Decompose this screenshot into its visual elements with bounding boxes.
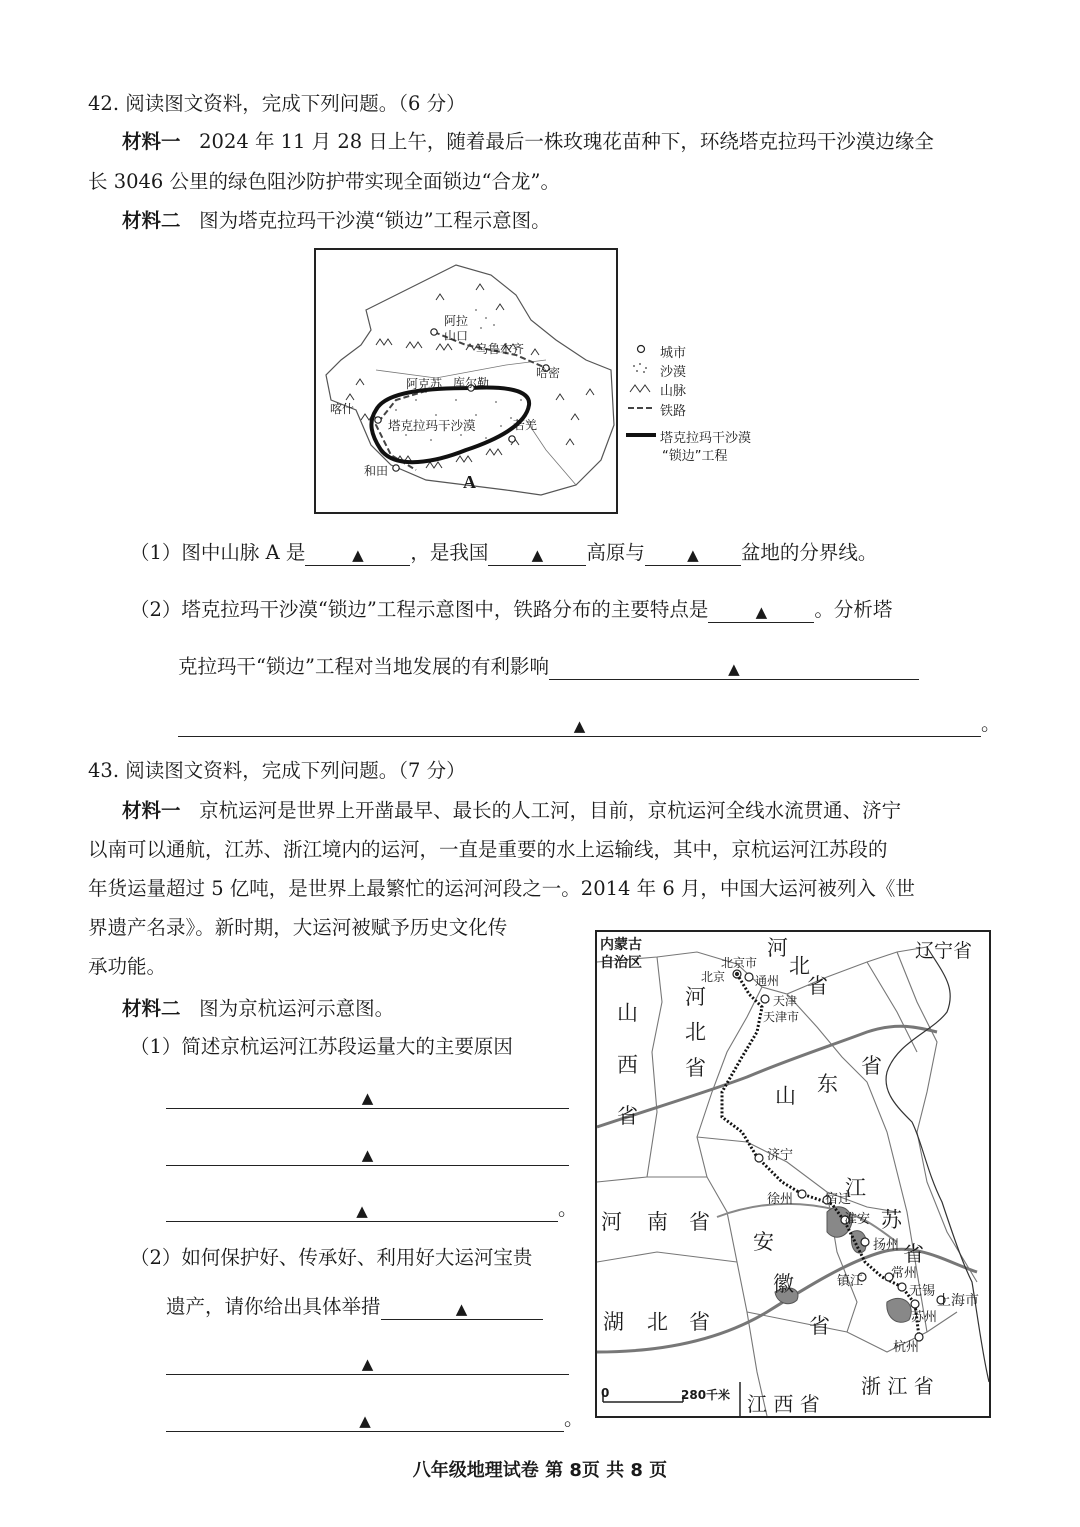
label-shanxi-3: 省 (617, 1104, 638, 1128)
q42-q1-blank-plateau[interactable] (488, 541, 586, 566)
label-hebei-top-1: 河 (767, 936, 788, 960)
q42-material2-text: 图为塔克拉玛干沙漠“锁边”工程示意图。 (199, 209, 551, 232)
q42-q1-blank-mountain[interactable] (305, 541, 410, 566)
label-hotan: 和田 (364, 464, 389, 478)
q43-material1-line2: 以南可以通航，江苏、浙江境内的运河，一直是重要的水上运输线，其中，京杭运河江苏段的 (88, 838, 888, 861)
q43-q1-answer-line1 (166, 1083, 569, 1109)
label-suqian: 宿迁 (825, 1192, 852, 1207)
label-changzhou: 常州 (891, 1266, 918, 1281)
label-shanxi-2: 西 (617, 1053, 638, 1077)
q43-material1-line4: 界遗产名录》。新时期，大运河被赋予历史文化传 (88, 916, 508, 939)
label-hebei-1: 河 (685, 985, 706, 1009)
q43-material1-line3: 年货运量超过 5 亿吨，是世界上最繁忙的运河河段之一。2014 年 6 月，中国大运河被列入《世 (88, 877, 915, 900)
q42-material2-line (122, 208, 551, 234)
label-suzhou: 苏州 (911, 1310, 938, 1325)
q42-q2-blank-railway[interactable] (708, 598, 814, 623)
q43-material2-line (122, 996, 394, 1022)
grand-canal-line (722, 974, 919, 1337)
label-tongzhou: 通州 (755, 974, 780, 988)
label-jiangsu-3: 省 (903, 1242, 924, 1266)
q43-question1: （1）简述京杭运河江苏段运量大的主要原因 (130, 1035, 513, 1058)
legend-city: 城市 (660, 346, 687, 361)
q42-material1-line2: 长 3046 公里的绿色阻沙防护带实现全面锁边“合龙”。 (88, 170, 560, 193)
label-alashankou-2: 山口 (444, 329, 469, 343)
blank-marker: ▲ (361, 1355, 374, 1373)
q42-q1-prefix: （1）图中山脉 A 是 (130, 541, 306, 564)
blank-marker: ▲ (359, 1412, 371, 1430)
blank-marker: ▲ (455, 1300, 468, 1318)
q43-question2-line1: （2）如何保护好、传承好、利用好大运河宝贵 (130, 1246, 533, 1269)
label-zhejiang: 浙 江 省 (861, 1374, 934, 1398)
label-jiangxi: 江 西 省 (747, 1392, 820, 1416)
q42-material1-text: 2024 年 11 月 28 日上午，随着最后一株玫瑰花苗种下，环绕塔克拉玛干沙漠边缘全 (199, 130, 934, 153)
label-shanghai: 上海市 (937, 1293, 979, 1309)
q42-q2-blank-impact-2[interactable] (178, 712, 981, 737)
label-neimenggu-2: 自治区 (600, 955, 642, 971)
q43-material1-line1 (122, 798, 901, 824)
blank-marker: ▲ (755, 603, 768, 621)
q43-q2-line2-text: 遗产，请你给出具体举措 (166, 1295, 381, 1318)
legend-symbols (624, 340, 658, 440)
q42-q2-suffix: 。分析塔 (814, 598, 893, 621)
q43-q1-blank-1[interactable] (166, 1084, 569, 1109)
q42-question2-line1 (130, 597, 892, 623)
q43-q1-answer-line3 (166, 1196, 578, 1222)
label-liaoning: 辽宁省 (915, 940, 973, 962)
q43-material2-label: 材料二 (122, 997, 181, 1020)
label-anhui-1: 安 (753, 1230, 774, 1254)
q42-q1-mid1: ，是我国 (410, 541, 489, 564)
q43-q1-blank-3[interactable] (166, 1197, 558, 1222)
q43-material1-line5: 承功能。 (88, 955, 167, 978)
blank-marker: ▲ (361, 1146, 374, 1164)
q43-q2-period: 。 (564, 1407, 584, 1430)
q42-question1 (130, 540, 877, 566)
label-hebei-top-2: 北 (789, 954, 810, 978)
label-hami: 哈密 (536, 366, 561, 380)
blank-marker: ▲ (352, 546, 364, 564)
label-jiangsu-1: 江 (845, 1176, 866, 1200)
label-kashgar: 喀什 (330, 402, 355, 416)
taklamakan-map (314, 248, 618, 514)
q42-material1-label: 材料一 (122, 130, 181, 153)
q42-material2-label: 材料二 (122, 209, 181, 232)
label-yangzhou: 扬州 (873, 1238, 900, 1253)
label-wuxi: 无锡 (909, 1284, 936, 1299)
q42-q2-line2-text: 克拉玛干“锁边”工程对当地发展的有利影响 (178, 655, 549, 678)
q43-q2-answer-line3 (166, 1406, 584, 1432)
label-urumqi: 乌鲁木齐 (476, 342, 525, 356)
legend-railway: 铁路 (660, 404, 687, 419)
label-shandong-3: 省 (861, 1054, 882, 1078)
q43-material1-text: 京杭运河是世界上开凿最早、最长的人工河，目前，京杭运河全线水流贯通、济宁 (199, 799, 902, 822)
label-hubei-1: 湖 (603, 1310, 624, 1334)
q43-q2-blank-2[interactable] (166, 1350, 569, 1375)
blank-marker: ▲ (361, 1089, 374, 1107)
q42-question2-line3 (178, 711, 1001, 737)
label-shandong-2: 东 (817, 1072, 838, 1096)
label-huaian: 淮安 (844, 1212, 871, 1227)
label-hebei-2: 北 (685, 1020, 706, 1044)
q43-material2-text: 图为京杭运河示意图。 (199, 997, 395, 1020)
label-beijing: 北京 (701, 970, 726, 984)
label-jining: 济宁 (767, 1148, 794, 1163)
label-tianjin: 天津 (773, 994, 798, 1008)
label-beijing-city: 北京市 (721, 956, 758, 970)
q43-question2-line2 (166, 1294, 543, 1320)
q43-q1-blank-2[interactable] (166, 1141, 569, 1166)
q42-material1-line1 (122, 129, 934, 155)
q43-q2-blank-3[interactable] (166, 1407, 564, 1432)
legend-mountain: 山脉 (660, 384, 687, 399)
legend-project-line2: “锁边”工程 (662, 449, 728, 464)
label-anhui-2: 徽 (773, 1272, 794, 1296)
page-footer: 八年级地理试卷 第 8页 共 8 页 (412, 1460, 668, 1481)
q43-material1-label: 材料一 (122, 799, 181, 822)
label-scale-zero: 0 (601, 1386, 610, 1400)
label-henan-3: 省 (689, 1210, 710, 1234)
q42-q2-end: 。 (981, 712, 1001, 735)
label-henan-2: 南 (647, 1210, 668, 1234)
label-henan-1: 河 (601, 1210, 622, 1234)
legend-desert: 沙漠 (660, 365, 687, 380)
q43-q1-period: 。 (558, 1197, 578, 1220)
label-shandong-1: 山 (775, 1084, 796, 1108)
q42-q1-suffix: 盆地的分界线。 (740, 541, 878, 564)
label-taklamakan-desert: 塔克拉玛干沙漠 (388, 418, 476, 433)
label-aksu: 阿克苏 (406, 377, 443, 391)
label-scale-km: 280千米 (681, 1388, 731, 1402)
q43-q2-answer-line2 (166, 1349, 569, 1375)
q43-q2-blank-1[interactable] (381, 1295, 543, 1320)
grand-canal-map (595, 930, 991, 1418)
label-hubei-3: 省 (689, 1310, 710, 1334)
blank-marker: ▲ (687, 546, 699, 564)
label-hebei-3: 省 (685, 1056, 706, 1080)
q43-q1-answer-line2 (166, 1140, 569, 1166)
blank-marker: ▲ (573, 717, 586, 735)
label-ruoqiang: 若羌 (513, 418, 538, 432)
label-hangzhou: 杭州 (893, 1340, 920, 1355)
label-tianjin-city: 天津市 (763, 1010, 800, 1024)
label-anhui-3: 省 (809, 1314, 830, 1338)
q42-q1-mid2: 高原与 (586, 541, 645, 564)
label-korla: 库尔勒 (453, 376, 490, 390)
label-xuzhou: 徐州 (767, 1192, 794, 1207)
legend-project-line1: 塔克拉玛干沙漠 (660, 431, 752, 446)
blank-marker: ▲ (356, 1202, 368, 1220)
q42-q2-blank-impact-1[interactable] (549, 655, 919, 680)
label-zhenjiang: 镇江 (837, 1274, 864, 1289)
q42-question2-line2 (178, 654, 919, 680)
label-alashankou-1: 阿拉 (444, 314, 469, 328)
label-hubei-2: 北 (647, 1310, 668, 1334)
label-neimenggu-1: 内蒙古 (600, 937, 642, 953)
q43-header: 43. 阅读图文资料，完成下列问题。（7 分） (88, 759, 466, 782)
blank-marker: ▲ (728, 660, 740, 678)
label-shanxi-1: 山 (617, 1001, 638, 1025)
q42-q1-blank-basin[interactable] (645, 541, 741, 566)
q42-q2-prefix: （2）塔克拉玛干沙漠“锁边”工程示意图中，铁路分布的主要特点是 (130, 598, 709, 621)
q42-header: 42. 阅读图文资料，完成下列问题。（6 分） (88, 92, 466, 115)
label-jiangsu-2: 苏 (881, 1208, 902, 1232)
label-hebei-top-3: 省 (807, 974, 828, 998)
blank-marker: ▲ (531, 546, 544, 564)
label-mountain-a: A (463, 472, 476, 492)
